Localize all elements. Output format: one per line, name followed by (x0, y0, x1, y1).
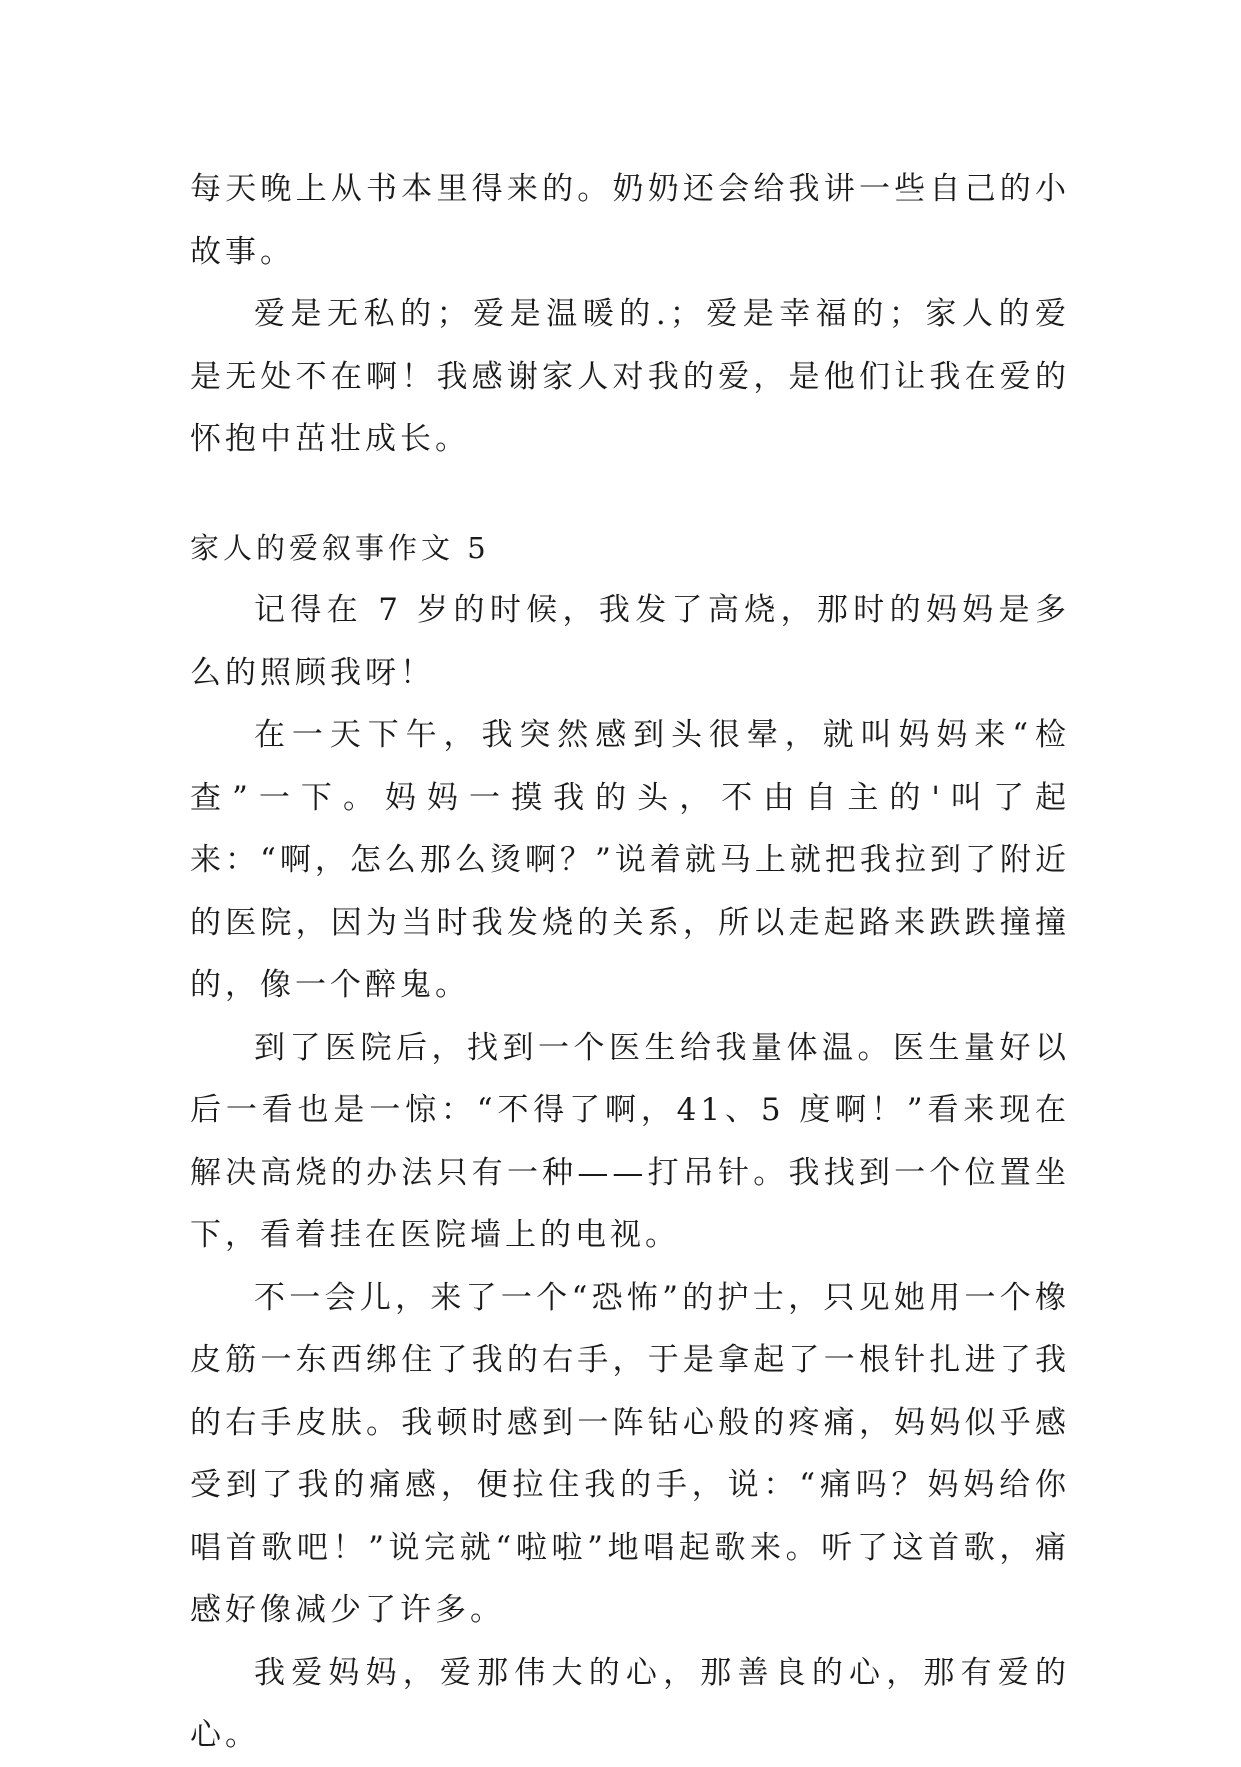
paragraph-fever-intro: 记得在 7 岁的时候，我发了高烧，那时的妈妈是多么的照顾我呀！ (190, 592, 1070, 691)
paragraph-continuation: 每天晚上从书本里得来的。奶奶还会给我讲一些自己的小故事。 (190, 171, 1070, 270)
paragraph-afternoon: 在一天下午，我突然感到头很晕，就叫妈妈来“检查”一下。妈妈一摸我的头，不由自主的'叫了起来：“啊，怎么那么烫啊？”说着就马上就把我拉到了附近的医院，因为当时我发烧的关系，所以走起路来跌跌撞撞的，像一个醉鬼。 (190, 717, 1070, 1003)
paragraph-nurse: 不一会儿，来了一个“恐怖”的护士，只见她用一个橡皮筋一东西绑住了我的右手，于是拿起了一根针扎进了我的右手皮肤。我顿时感到一阵钻心般的疼痛，妈妈似乎感受到了我的痛感，便拉住我的手，说：“痛吗？妈妈给你唱首歌吧！”说完就“啦啦”地唱起歌来。听了这首歌，痛感好像减少了许多。 (190, 1279, 1070, 1628)
paragraph-love-summary: 爱是无私的；爱是温暖的.；爱是幸福的；家人的爱是无处不在啊！我感谢家人对我的爱，是他们让我在爱的怀抱中茁壮成长。 (190, 296, 1070, 457)
essay-title: 家人的爱叙事作文 5 (190, 530, 490, 565)
paragraph-conclusion: 我爱妈妈，爱那伟大的心，那善良的心，那有爱的心。 (190, 1654, 1070, 1753)
paragraph-hospital: 到了医院后，找到一个医生给我量体温。医生量好以后一看也是一惊：“不得了啊，41、5 度啊！”看来现在解决高烧的办法只有一种——打吊针。我找到一个位置坐下，看着挂在医院墙上的电视。 (190, 1029, 1070, 1253)
document-body (190, 158, 1070, 1767)
